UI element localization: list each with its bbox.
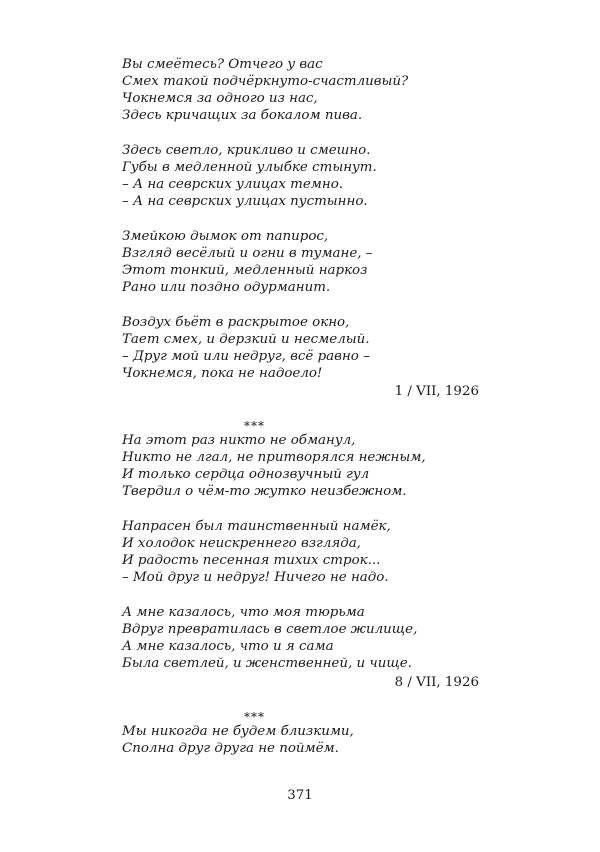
poem-line: Вы смеётесь? Отчего у вас bbox=[122, 57, 323, 72]
poem-line: Здесь светло, крикливо и смешно. bbox=[122, 143, 371, 158]
poem-separator: *** bbox=[244, 419, 265, 433]
poem-line: И только сердца однозвучный гул bbox=[122, 467, 370, 482]
poem-line: На этот раз никто не обманул, bbox=[122, 433, 356, 448]
poem-line: А мне казалось, что и я сама bbox=[122, 639, 334, 654]
poem-line: А мне казалось, что моя тюрьма bbox=[122, 605, 365, 620]
poem-line: Губы в медленной улыбке стынут. bbox=[122, 160, 377, 175]
poem-line: И холодок неискреннего взгляда, bbox=[122, 536, 361, 551]
poem-separator: *** bbox=[244, 710, 265, 724]
poem-line: Здесь кричащих за бокалом пива. bbox=[122, 108, 363, 123]
poem-line: – А на севрских улицах пустынно. bbox=[122, 194, 368, 209]
poem-line: Рано или поздно одурманит. bbox=[122, 280, 331, 295]
poem-line: Тает смех, и дерзкий и несмелый. bbox=[122, 332, 370, 347]
poem-line: Никто не лгал, не притворялся нежным, bbox=[122, 450, 426, 465]
poem-line: – Друг мой или недруг, всё равно – bbox=[122, 349, 370, 364]
poem-line: Смех такой подчёркнуто-счастливый? bbox=[122, 74, 409, 89]
poem-line: Воздух бьёт в раскрытое окно, bbox=[122, 315, 350, 330]
poem-date: 1 / VII, 1926 bbox=[394, 384, 479, 399]
poem-line: – А на севрских улицах темно. bbox=[122, 177, 344, 192]
poem-line: И радость песенная тихих строк... bbox=[122, 553, 381, 568]
poem-date: 8 / VII, 1926 bbox=[394, 675, 479, 690]
poem-line: Чокнемся, пока не надоело! bbox=[122, 366, 323, 381]
poem-line: Сполна друг друга не поймём. bbox=[122, 741, 339, 756]
poem-line: Взгляд весёлый и огни в тумане, – bbox=[122, 246, 373, 261]
poem-line: – Мой друг и недруг! Ничего не надо. bbox=[122, 570, 389, 585]
poem-line: Напрасен был таинственный намёк, bbox=[122, 519, 391, 534]
poem-line: Была светлей, и женственней, и чище. bbox=[122, 656, 412, 671]
poem-line: Этот тонкий, медленный наркоз bbox=[122, 263, 368, 278]
poem-line: Чокнемся за одного из нас, bbox=[122, 91, 318, 106]
poem-line: Твердил о чём-то жутко неизбежном. bbox=[122, 484, 407, 499]
poem-line: Вдруг превратилась в светлое жилище, bbox=[122, 622, 418, 637]
poem-line: Мы никогда не будем близкими, bbox=[122, 724, 354, 739]
page-number: 371 bbox=[287, 788, 313, 803]
poem-line: Змейкою дымок от папирос, bbox=[122, 229, 329, 244]
